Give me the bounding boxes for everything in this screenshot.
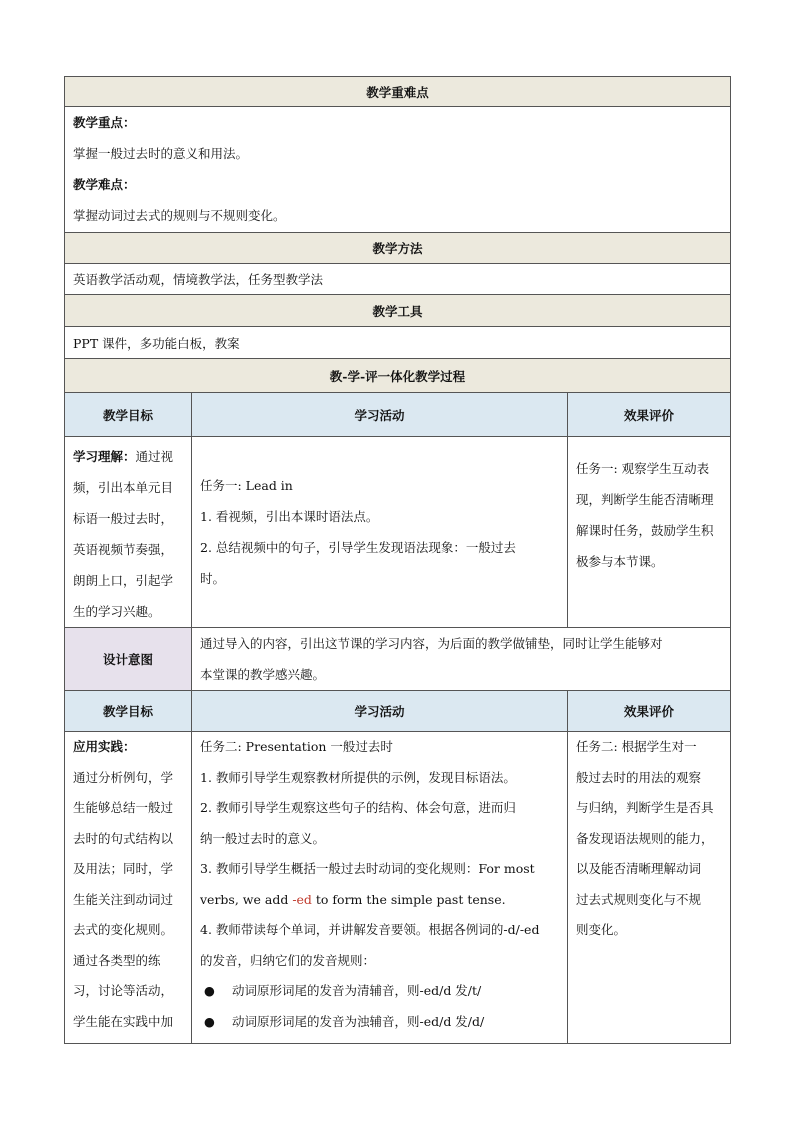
key-points-body <box>65 107 731 233</box>
col-eval-header: 效果评价 <box>568 393 731 437</box>
col-goal-header: 教学目标 <box>65 393 192 437</box>
section2-goal-label: 应用实践： <box>73 739 136 754</box>
section2-activity-line <box>200 885 559 916</box>
section1-goal-line: 朗朗上口，引起学 <box>73 573 174 588</box>
section2-goal <box>65 732 192 1044</box>
bullet-item <box>200 1007 559 1038</box>
section1-eval-line: 解课时任务，鼓励学生积 <box>576 523 714 538</box>
section2-eval-line: 以及能否清晰理解动词 <box>576 861 702 876</box>
section2-eval-line: 任务二: 根据学生对一 <box>576 739 697 754</box>
section2-goal-line: 去式的变化规则。 <box>73 922 174 937</box>
section2-goal-line: 通过各类型的练 <box>73 952 161 968</box>
section2-activity-line: 3. 教师引导学生概括一般过去时动词的变化规则：For most <box>200 861 535 876</box>
section1-activity-line: 时。 <box>200 571 226 586</box>
section2-activity-line: 4. 教师带读每个单词，并讲解发音要领。根据各例词的-d/-ed <box>200 922 540 937</box>
section2-activity <box>192 732 568 1044</box>
section1-goal-line: 英语视频节奏强， <box>73 542 174 557</box>
section1-activity <box>192 437 568 628</box>
section2-eval-line: 则变化。 <box>576 922 627 937</box>
col-eval-header-2: 效果评价 <box>568 691 731 732</box>
section1-eval-line: 任务一: 观察学生互动表 <box>576 461 710 476</box>
section2-goal-line: 学生能在实践中加 <box>73 1013 174 1029</box>
section2-task-title: 任务二: Presentation 一般过去时 <box>200 739 393 754</box>
design-intent-line: 通过导入的内容，引出这节课的学习内容，为后面的教学做铺垫，同时让学生能够对 <box>200 636 663 651</box>
section2-goal-line: 去时的句式结构以 <box>73 830 174 846</box>
design-intent-label: 设计意图 <box>65 628 192 691</box>
section1-goal-line: 频，引出本单元目 <box>73 480 174 495</box>
lesson-plan-table <box>64 76 731 1044</box>
difficulty-text: 掌握动词过去式的规则与不规则变化。 <box>73 208 286 223</box>
section2-eval-line: 备发现语法规则的能力， <box>576 830 714 846</box>
lesson-plan-page <box>64 76 730 1044</box>
section1-goal <box>65 437 192 628</box>
col-activity-header-2: 学习活动 <box>192 691 568 732</box>
text-span: to form the simple past tense. <box>311 891 506 907</box>
section1-goal-line: 生的学习兴趣。 <box>73 604 161 619</box>
section1-goal-label: 学习理解： <box>73 449 136 464</box>
methods-text: 英语教学活动观，情境教学法，任务型教学法 <box>65 264 731 295</box>
design-intent-text <box>192 628 731 691</box>
bullet-item <box>200 976 559 1007</box>
col-activity-header: 学习活动 <box>192 393 568 437</box>
process-header: 教-学-评一体化教学过程 <box>65 359 731 393</box>
section2-activity-line: 1. 教师引导学生观察教材所提供的示例，发现目标语法。 <box>200 769 516 785</box>
ed-suffix-highlight: -ed <box>292 891 312 907</box>
section2-goal-line: 习，讨论等活动， <box>73 983 174 998</box>
section2-goal-line: 及用法；同时，学 <box>73 861 174 876</box>
text-span: verbs, we add <box>200 891 293 907</box>
section1-goal-line: 通过视 <box>135 449 174 464</box>
col-goal-header-2: 教学目标 <box>65 691 192 732</box>
design-intent-line: 本堂课的教学感兴趣。 <box>200 667 326 682</box>
difficulty-label: 教学难点： <box>73 177 136 192</box>
section2-eval-line: 与归纳，判断学生是否具 <box>576 800 714 815</box>
focus-text: 掌握一般过去时的意义和用法。 <box>73 146 249 161</box>
focus-label: 教学重点： <box>73 115 136 130</box>
section1-activity-line: 1. 看视频，引出本课时语法点。 <box>200 509 379 524</box>
section2-eval-line: 过去式规则变化与不规 <box>576 891 702 907</box>
section2-goal-line: 生能够总结一般过 <box>73 800 174 815</box>
section2-activity-line: 2. 教师引导学生观察这些句子的结构、体会句意，进而归 <box>200 800 516 815</box>
section2-eval <box>568 732 731 1044</box>
section1-eval-line: 现，判断学生能否清晰理 <box>576 492 714 507</box>
bullet-text: 动词原形词尾的发音为清辅音，则-ed/d 发/t/ <box>232 983 482 998</box>
section2-activity-line: 纳一般过去时的意义。 <box>200 830 326 846</box>
bullet-icon: ● <box>204 1013 215 1029</box>
section1-eval <box>568 437 731 628</box>
tools-text: PPT 课件，多功能白板，教案 <box>65 327 731 359</box>
section2-activity-line: 的发音，归纳它们的发音规则： <box>200 952 376 968</box>
section1-activity-line: 任务一: Lead in <box>200 478 293 493</box>
section1-goal-line: 标语一般过去时， <box>73 511 174 526</box>
bullet-text: 动词原形词尾的发音为浊辅音，则-ed/d 发/d/ <box>232 1013 485 1029</box>
section2-goal-line: 生能关注到动词过 <box>73 891 174 907</box>
section1-activity-line: 2. 总结视频中的句子，引导学生发现语法现象：一般过去 <box>200 540 516 555</box>
bullet-icon: ● <box>204 983 215 998</box>
section2-goal-line: 通过分析例句，学 <box>73 769 174 785</box>
section2-eval-line: 般过去时的用法的观察 <box>576 769 702 785</box>
key-points-header: 教学重难点 <box>65 77 731 107</box>
section1-eval-line: 极参与本节课。 <box>576 554 664 569</box>
tools-header: 教学工具 <box>65 295 731 327</box>
methods-header: 教学方法 <box>65 233 731 264</box>
